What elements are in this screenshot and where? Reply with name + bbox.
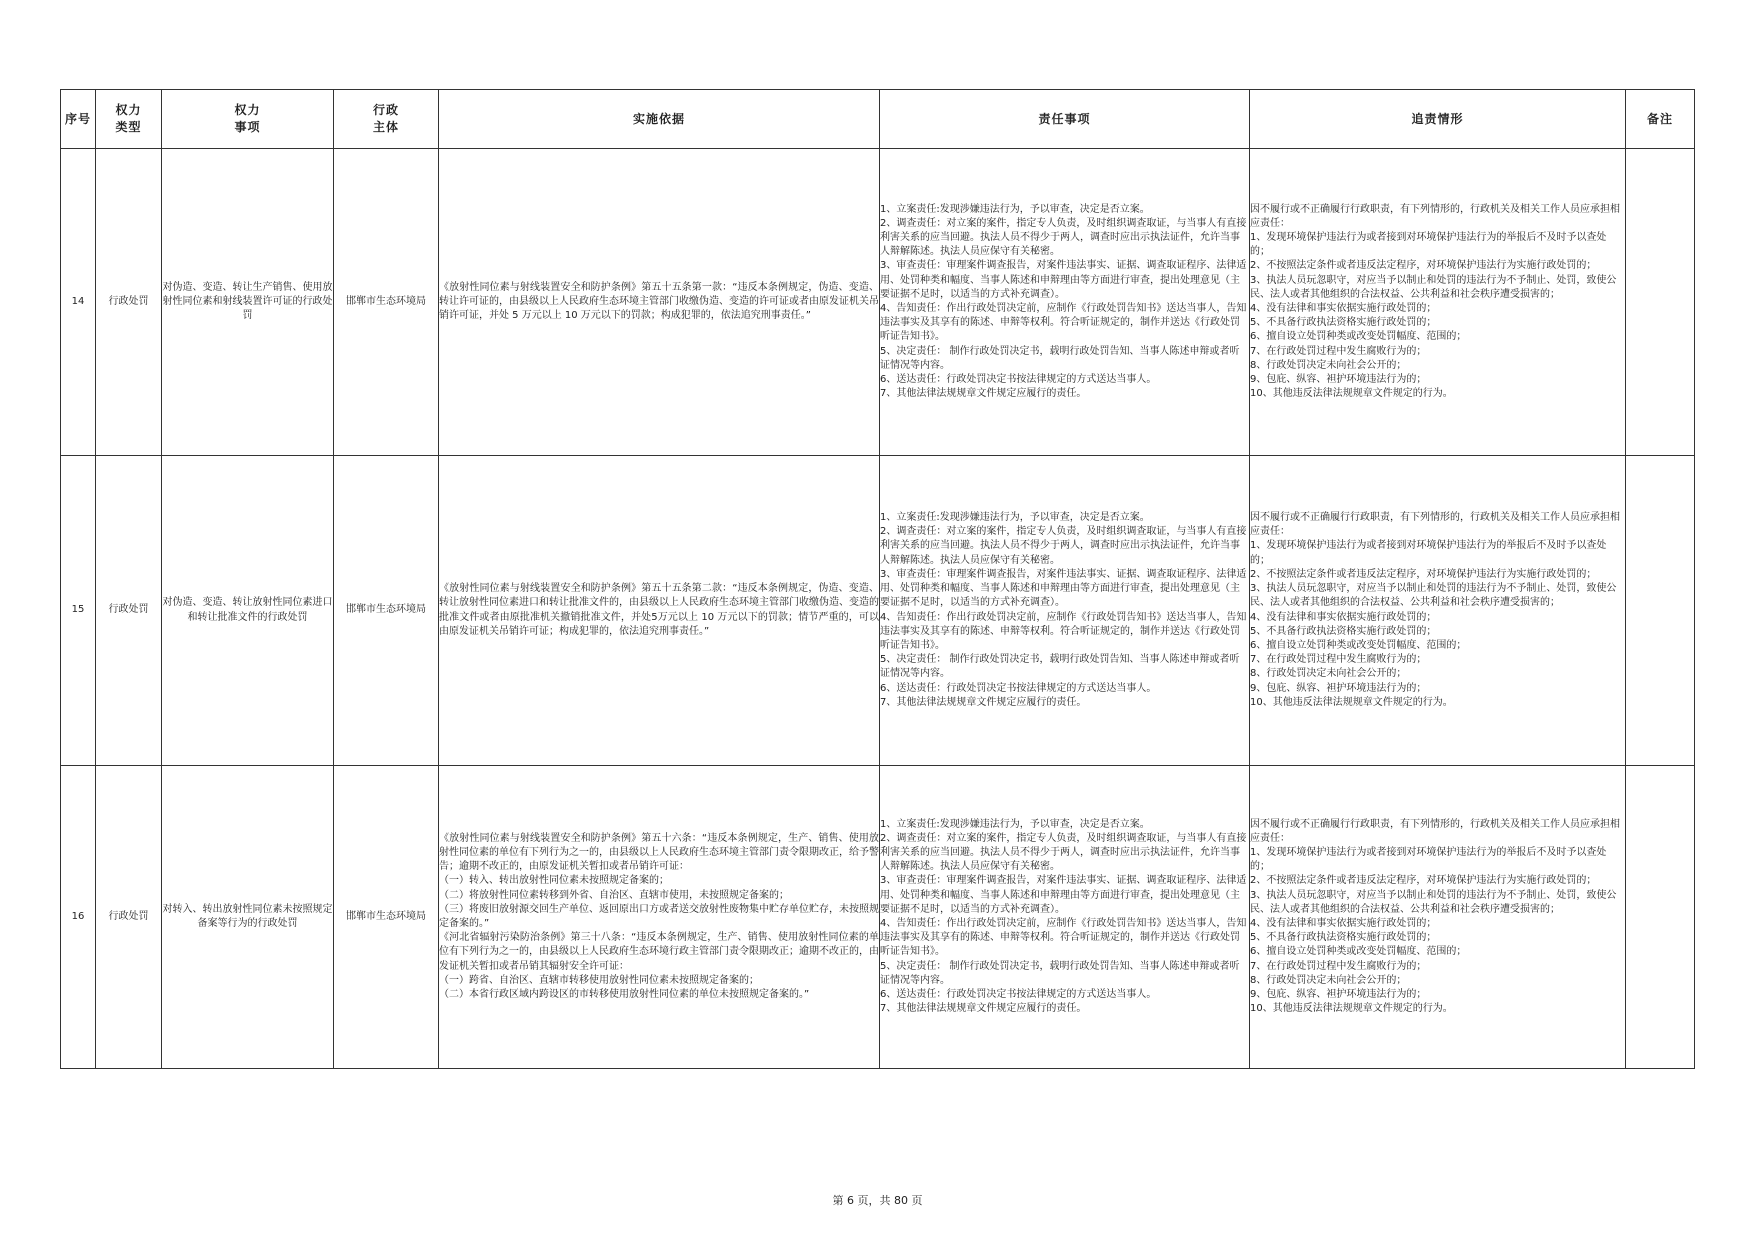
row-item: 对转入、转出放射性同位素未按照规定备案等行为的行政处罚 xyxy=(162,766,334,1069)
row-subject: 邯郸市生态环境局 xyxy=(334,149,439,456)
row-subject: 邯郸市生态环境局 xyxy=(334,456,439,766)
row-remark xyxy=(1626,149,1695,456)
row-item: 对伪造、变造、转让放射性同位素进口和转让批准文件的行政处罚 xyxy=(162,456,334,766)
header-admin-subject: 行政 主体 xyxy=(334,90,439,149)
row-remark xyxy=(1626,456,1695,766)
row-basis: 《放射性同位素与射线装置安全和防护条例》第五十五条第二款：“违反本条例规定，伪造、变造、转让放射性同位素进口和转让批准文件的，由县级以上人民政府生态环境主管部门收缴伪造、变造的批准文件或者由原批准机关撤销批准文件，并处5万元以上 10 万元以下的罚款；情节严重的，可以由原发证机关吊销许可证；构成犯罪的，依法追究刑事责任。” xyxy=(439,456,880,766)
row-no: 15 xyxy=(61,456,96,766)
table-row xyxy=(61,456,1695,766)
power-list-table xyxy=(60,89,1695,1069)
row-no: 14 xyxy=(61,149,96,456)
row-basis: 《放射性同位素与射线装置安全和防护条例》第五十六条：“违反本条例规定，生产、销售、使用放射性同位素的单位有下列行为之一的，由县级以上人民政府生态环境主管部门责令限期改正，给予警告；逾期不改正的，由原发证机关暂扣或者吊销许可证： （一）转入、转出放射性同位素未按照规定备案的； （二）将放射性同位素转移到外省、自治区、直辖市使用，未按照规定备案的； （三）将废旧放射源交回生产单位、返回原出口方或者送交放射性废物集中贮存单位贮存，未按照规定备案的。” 《河北省辐射污染防治条例》第三十八条：“违反本条例规定，生产、销售、使用放射性同位素的单位有下列行为之一的，由县级以上人民政府生态环境行政主管部门责令限期改正；逾期不改正的，由发证机关暂扣或者吊销其辐射安全许可证： （一）跨省、自治区、直辖市转移使用放射性同位素未按照规定备案的； （二）本省行政区域内跨设区的市转移使用放射性同位素的单位未按照规定备案的。” xyxy=(439,766,880,1069)
header-accountability: 追责情形 xyxy=(1250,90,1626,149)
table-row xyxy=(61,149,1695,456)
header-power-item: 权力 事项 xyxy=(162,90,334,149)
row-duties: 1、立案责任:发现涉嫌违法行为，予以审查，决定是否立案。 2、调查责任：对立案的案件，指定专人负责，及时组织调查取证，与当事人有直接利害关系的应当回避。执法人员不得少于两人，调查时应出示执法证件，允许当事人辩解陈述。执法人员应保守有关秘密。 3、审查责任：审理案件调查报告，对案件违法事实、证据、调查取证程序、法律适用、处罚种类和幅度、当事人陈述和申辩理由等方面进行审查，提出处理意见（主要证据不足时，以适当的方式补充调查）。 4、告知责任：作出行政处罚决定前，应制作《行政处罚告知书》送达当事人，告知违法事实及其享有的陈述、申辩等权利。符合听证规定的，制作并送达《行政处罚听证告知书》。 5、决定责任： 制作行政处罚决定书，载明行政处罚告知、当事人陈述申辩或者听证情况等内容。 6、送达责任：行政处罚决定书按法律规定的方式送达当事人。 7、其他法律法规规章文件规定应履行的责任。 xyxy=(880,456,1250,766)
row-no: 16 xyxy=(61,766,96,1069)
row-type: 行政处罚 xyxy=(96,456,162,766)
page-number: 第 6 页，共 80 页 xyxy=(832,1194,923,1207)
header-no: 序号 xyxy=(61,90,96,149)
row-duties: 1、立案责任:发现涉嫌违法行为，予以审查，决定是否立案。 2、调查责任：对立案的案件，指定专人负责，及时组织调查取证，与当事人有直接利害关系的应当回避。执法人员不得少于两人，调查时应出示执法证件，允许当事人辩解陈述。执法人员应保守有关秘密。 3、审查责任：审理案件调查报告，对案件违法事实、证据、调查取证程序、法律适用、处罚种类和幅度、当事人陈述和申辩理由等方面进行审查，提出处理意见（主要证据不足时，以适当的方式补充调查）。 4、告知责任：作出行政处罚决定前，应制作《行政处罚告知书》送达当事人，告知违法事实及其享有的陈述、申辩等权利。符合听证规定的，制作并送达《行政处罚听证告知书》。 5、决定责任： 制作行政处罚决定书，载明行政处罚告知、当事人陈述申辩或者听证情况等内容。 6、送达责任：行政处罚决定书按法律规定的方式送达当事人。 7、其他法律法规规章文件规定应履行的责任。 xyxy=(880,149,1250,456)
row-item: 对伪造、变造、转让生产销售、使用放射性同位素和射线装置许可证的行政处罚 xyxy=(162,149,334,456)
row-subject: 邯郸市生态环境局 xyxy=(334,766,439,1069)
row-accountability: 因不履行或不正确履行行政职责，有下列情形的，行政机关及相关工作人员应承担相应责任： 1、发现环境保护违法行为或者接到对环境保护违法行为的举报后不及时予以查处的； 2、不按照法定条件或者违反法定程序，对环境保护违法行为实施行政处罚的； 3、执法人员玩忽职守，对应当予以制止和处罚的违法行为不予制止、处罚，致使公民、法人或者其他组织的合法权益、公共利益和社会秩序遭受损害的； 4、没有法律和事实依据实施行政处罚的； 5、不具备行政执法资格实施行政处罚的； 6、擅自设立处罚种类或改变处罚幅度、范围的； 7、在行政处罚过程中发生腐败行为的； 8、行政处罚决定未向社会公开的； 9、包庇、纵容、袒护环境违法行为的； 10、其他违反法律法规规章文件规定的行为。 xyxy=(1250,456,1626,766)
row-accountability: 因不履行或不正确履行行政职责，有下列情形的，行政机关及相关工作人员应承担相应责任： 1、发现环境保护违法行为或者接到对环境保护违法行为的举报后不及时予以查处的； 2、不按照法定条件或者违反法定程序，对环境保护违法行为实施行政处罚的； 3、执法人员玩忽职守，对应当予以制止和处罚的违法行为不予制止、处罚，致使公民、法人或者其他组织的合法权益、公共利益和社会秩序遭受损害的； 4、没有法律和事实依据实施行政处罚的； 5、不具备行政执法资格实施行政处罚的； 6、擅自设立处罚种类或改变处罚幅度、范围的； 7、在行政处罚过程中发生腐败行为的； 8、行政处罚决定未向社会公开的； 9、包庇、纵容、袒护环境违法行为的； 10、其他违反法律法规规章文件规定的行为。 xyxy=(1250,766,1626,1069)
row-type: 行政处罚 xyxy=(96,766,162,1069)
row-type: 行政处罚 xyxy=(96,149,162,456)
row-duties: 1、立案责任:发现涉嫌违法行为，予以审查，决定是否立案。 2、调查责任：对立案的案件，指定专人负责，及时组织调查取证，与当事人有直接利害关系的应当回避。执法人员不得少于两人，调查时应出示执法证件，允许当事人辩解陈述。执法人员应保守有关秘密。 3、审查责任：审理案件调查报告，对案件违法事实、证据、调查取证程序、法律适用、处罚种类和幅度、当事人陈述和申辩理由等方面进行审查，提出处理意见（主要证据不足时，以适当的方式补充调查）。 4、告知责任：作出行政处罚决定前，应制作《行政处罚告知书》送达当事人，告知违法事实及其享有的陈述、申辩等权利。符合听证规定的，制作并送达《行政处罚听证告知书》。 5、决定责任： 制作行政处罚决定书，载明行政处罚告知、当事人陈述申辩或者听证情况等内容。 6、送达责任：行政处罚决定书按法律规定的方式送达当事人。 7、其他法律法规规章文件规定应履行的责任。 xyxy=(880,766,1250,1069)
row-accountability: 因不履行或不正确履行行政职责，有下列情形的，行政机关及相关工作人员应承担相应责任： 1、发现环境保护违法行为或者接到对环境保护违法行为的举报后不及时予以查处的； 2、不按照法定条件或者违反法定程序，对环境保护违法行为实施行政处罚的； 3、执法人员玩忽职守，对应当予以制止和处罚的违法行为不予制止、处罚，致使公民、法人或者其他组织的合法权益、公共利益和社会秩序遭受损害的； 4、没有法律和事实依据实施行政处罚的； 5、不具备行政执法资格实施行政处罚的； 6、擅自设立处罚种类或改变处罚幅度、范围的； 7、在行政处罚过程中发生腐败行为的； 8、行政处罚决定未向社会公开的； 9、包庇、纵容、袒护环境违法行为的； 10、其他违反法律法规规章文件规定的行为。 xyxy=(1250,149,1626,456)
row-remark xyxy=(1626,766,1695,1069)
header-remark: 备注 xyxy=(1626,90,1695,149)
header-power-type: 权力 类型 xyxy=(96,90,162,149)
row-basis: 《放射性同位素与射线装置安全和防护条例》第五十五条第一款：“违反本条例规定，伪造、变造、转让许可证的，由县级以上人民政府生态环境主管部门收缴伪造、变造的许可证或者由原发证机关吊销许可证，并处 5 万元以上 10 万元以下的罚款；构成犯罪的，依法追究刑事责任。” xyxy=(439,149,880,456)
header-row xyxy=(61,90,1695,149)
header-duties: 责任事项 xyxy=(880,90,1250,149)
header-legal-basis: 实施依据 xyxy=(439,90,880,149)
table-row xyxy=(61,766,1695,1069)
